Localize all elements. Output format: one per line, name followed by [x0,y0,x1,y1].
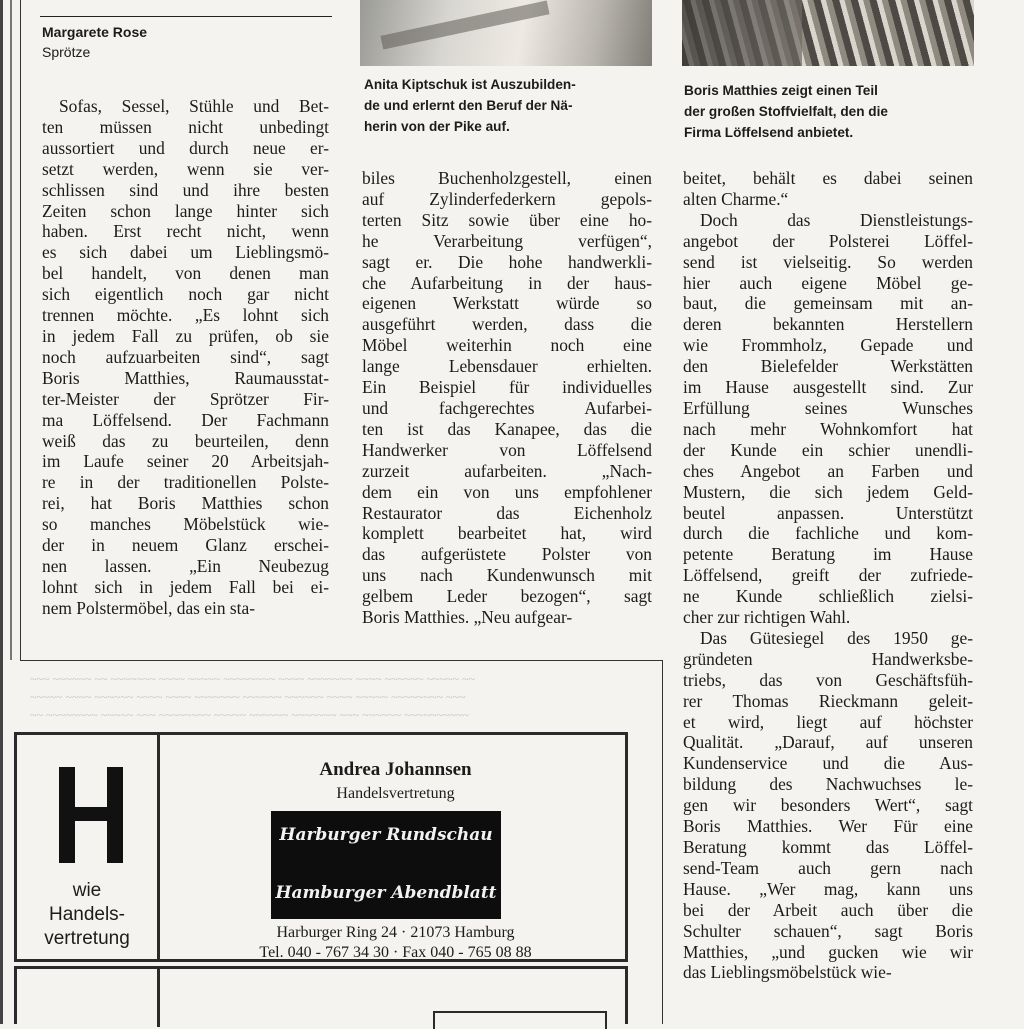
article-line: sagt er. Die hohe handwerkli- [362,251,652,272]
article-line: bildung des Nachwuchses le- [683,774,973,795]
article-line: Beratung kommt das Löffel- [683,837,973,857]
article-line: alten Charme.“ [683,188,789,209]
article-line: Erfüllung seines Wunsches [683,397,973,418]
caption-right-line: Boris Matthies zeigt einen Teil [684,83,878,98]
article-line: haben. Erst recht nicht, wenn [42,221,329,242]
article-line: bei der Arbeit auch über die [683,899,973,920]
article-line: das aufgerüstete Polster von [362,544,652,565]
article-line: Möbel weiterhin noch eine [362,335,652,356]
article-line: beutel anpassen. Unterstützt [683,502,973,523]
ad-letter-word: Handels- [48,904,126,925]
article-line: baut, die gemeinsam mit an- [683,293,973,314]
article-line: send ist vielseitig. So werden [683,251,973,272]
article-line: eigenen Werkstatt würde so [362,293,652,314]
article-frame-bottom [20,660,662,661]
article-column-1 [42,96,329,619]
ad-letter-word: vertretung [44,928,130,949]
letter-h-icon [53,767,129,863]
article-line: noch aufzuarbeiten sind“, sagt [42,346,329,367]
newspaper-logos [271,811,501,919]
article-line: Handwerker von Löffelsend [362,439,652,460]
article-line: ma Löffelsend. Der Fachmann [42,409,329,430]
caption-right-line: Firma Löffelsend anbietet. [684,125,854,140]
article-line: nen lassen. „Ein Neubezug [42,555,329,576]
article-line: Ein Beispiel für individuelles [362,377,652,398]
article-line: durch die fachliche und kom- [683,523,973,544]
article-line: der in neuem Glanz erschei- [42,535,329,556]
caption-left-line: Anita Kiptschuk ist Auszubilden- [364,77,576,92]
article-line: rer Thomas Rieckmann geleit- [683,690,973,711]
article-line: schlissen sind und ihre besten [42,179,329,200]
advertisement-box [14,732,628,962]
article-line: im Laufe seiner 20 Arbeitsjah- [42,451,329,472]
article-line: den Bielefelder Werkstätten [683,356,973,377]
author-block [42,22,147,62]
newspaper-logo-1: Harburger Rundschau [279,825,493,845]
article-column-3 [683,168,973,983]
article-line: terten Sitz sowie über eine ho- [362,209,652,230]
caption-left-line: herin von der Pike auf. [364,119,510,134]
article-line: nem Polstermöbel, das ein sta- [42,597,255,618]
article-line: he Verarbeitung verfügen“, [362,230,652,251]
ad-phone: Tel. 040 - 767 34 30 · Fax 040 - 765 08 88 [259,944,532,961]
article-line: lange Lebensdauer erhielten. [362,356,652,377]
article-line: weiß das zu beurteilen, denn [42,430,329,451]
ad-letter-word: wie [72,880,102,901]
article-line: Boris Matthies. Wer Für eine [683,816,973,837]
article-line: Löffelsend, greift der zufriede- [683,565,973,586]
caption-left [364,74,576,137]
author-name: Margarete Rose [42,24,148,40]
article-column-2 [362,168,652,628]
article-line: aussortiert und durch neue er- [42,137,329,158]
article-line: und fachgerechtes Aufarbei- [362,397,652,418]
article-frame-right [662,660,663,1024]
article-line: es sich dabei um Lieblingsmö- [42,242,329,263]
author-place: Sprötze [42,44,91,60]
article-line: nach mehr Wohnkomfort hat [683,418,973,439]
article-line: auf Zylinderfederkern gepols- [362,188,652,209]
article-line: ausgeführt werden, dass die [362,314,652,335]
article-line: ter-Meister der Sprötzer Fir- [42,388,329,409]
page-edge-rule [0,0,3,1024]
article-line: Matthies, „und gucken wie wir [683,941,973,962]
article-line: et wird, liegt auf höchster [683,711,973,732]
article-line: Restaurator das Eichenholz [362,502,652,523]
article-line: triebs, das von Geschäftsfüh- [683,669,973,690]
next-advertisement [14,966,628,1024]
top-rule-left [40,16,332,17]
article-line: bel handelt, von denen man [42,263,329,284]
caption-right-line: der großen Stoffvielfalt, den die [684,104,888,119]
article-line: re in der traditionellen Polste- [42,472,329,493]
article-line: im Hause ausgestellt sind. Zur [683,377,973,398]
article-line: uns nach Kundenwunsch mit [362,565,652,586]
article-line: Boris Matthies, Raumausstat- [42,367,329,388]
article-line: zurzeit aufarbeiten. „Nach- [362,460,652,481]
ad-address: Harburger Ring 24 · 21073 Hamburg [276,924,515,941]
article-line: in jedem Fall zu prüfen, ob sie [42,325,329,346]
article-line: ten ist das Kanapee, das die [362,418,652,439]
caption-left-line: de und erlernt den Beruf der Nä- [364,98,573,113]
article-line: so manches Möbelstück wie- [42,514,329,535]
article-line: Zeiten schon lange hinter sich [42,200,329,221]
article-line: Qualität. „Darauf, auf unseren [683,732,973,753]
bleed-through: ~~~~~ ~~~~ ~~~~~~ ~~~~ ~~~~ ~~~~~~~ ~~~~~~ ~~~~~~ ~~~~ ~~~~~ ~~~~~~~~ ~~~ [30,690,466,704]
ad-company-role: Handelsvertretung [336,785,455,802]
article-line: dem ein von uns empfohlener [362,481,652,502]
article-line: setzt werden, wenn sie ver- [42,158,329,179]
article-line: gen wir besonders Wert“, sagt [683,795,973,816]
next-ad-inner-box [433,1011,607,1029]
article-line: ten müssen nicht unbedingt [42,116,329,137]
article-line: der Kunde ein schier unendli- [683,439,973,460]
article-line: rei, hat Boris Matthies schon [42,493,329,514]
article-line: trennen möchte. „Es lohnt sich [42,305,329,326]
article-line: hier auch eigene Möbel ge- [683,272,973,293]
page-edge-rule-2 [10,0,12,660]
caption-right [684,80,888,143]
article-line: das Lieblingsmöbelstück wie- [683,962,892,983]
article-line: send-Team auch gern nach [683,857,973,878]
photo-seamstress [360,0,652,66]
article-line: Schulter schauen“, sagt Boris [683,920,973,941]
article-line: che Aufarbeitung in der haus- [362,272,652,293]
article-line: biles Buchenholzgestell, einen [362,168,652,188]
article-line: wie Frommholz, Gepade und [683,335,973,356]
ad-company-name: Andrea Johannsen [319,759,472,780]
article-line: cher zur richtigen Wahl. [683,607,851,628]
article-line: Hause. „Wer mag, kann uns [683,878,973,899]
photo-fabrics [682,0,974,66]
article-frame-left [20,0,21,660]
next-ad-divider [157,969,160,1027]
article-line: komplett bearbeitet hat, wird [362,523,652,544]
article-line: Doch das Dienstleistungs- [700,209,973,230]
article-line: Das Gütesiegel des 1950 ge- [700,627,973,648]
article-line: Boris Matthies. „Neu aufgear- [362,607,573,628]
bleed-through: ~~~ ~~~~~~ ~~ ~~~~~~~ ~~~~ ~~~~~ ~~~~~~~~ ~~~~ ~~~~~~~ ~~~~ ~~~~~~ ~~~~~ ~~ [30,672,476,686]
article-line: petente Beratung im Hause [683,544,973,565]
article-line: sich eigentlich noch gar nicht [42,284,329,305]
bleed-through: ~~ ~~~~~~~~ ~~~~~ ~~~ ~~~~~~~~ ~~~~~ ~~~~~~ ~~~~~~~ ~~~ ~~~~~~ ~~~~~~~~~~ [30,708,470,722]
article-line: beitet, behält es dabei seinen [683,168,973,188]
article-line: angebot der Polsterei Löffel- [683,230,973,251]
article-line: ne Kunde schließlich zielsi- [683,586,973,607]
article-line: lohnt sich in jedem Fall bei ei- [42,576,329,597]
article-line: deren bekannten Herstellern [683,314,973,335]
article-line: gründeten Handwerksbe- [683,648,973,669]
article-line: Sofas, Sessel, Stühle und Bet- [59,96,329,116]
article-line: Mustern, die sich jedem Geld- [683,481,973,502]
article-line: Kundenservice und die Aus- [683,753,973,774]
article-line: ches Angebot an Farben und [683,460,973,481]
article-line: gelbem Leder bezogen“, sagt [362,586,652,607]
newspaper-logo-2: Hamburger Abendblatt [275,883,497,903]
